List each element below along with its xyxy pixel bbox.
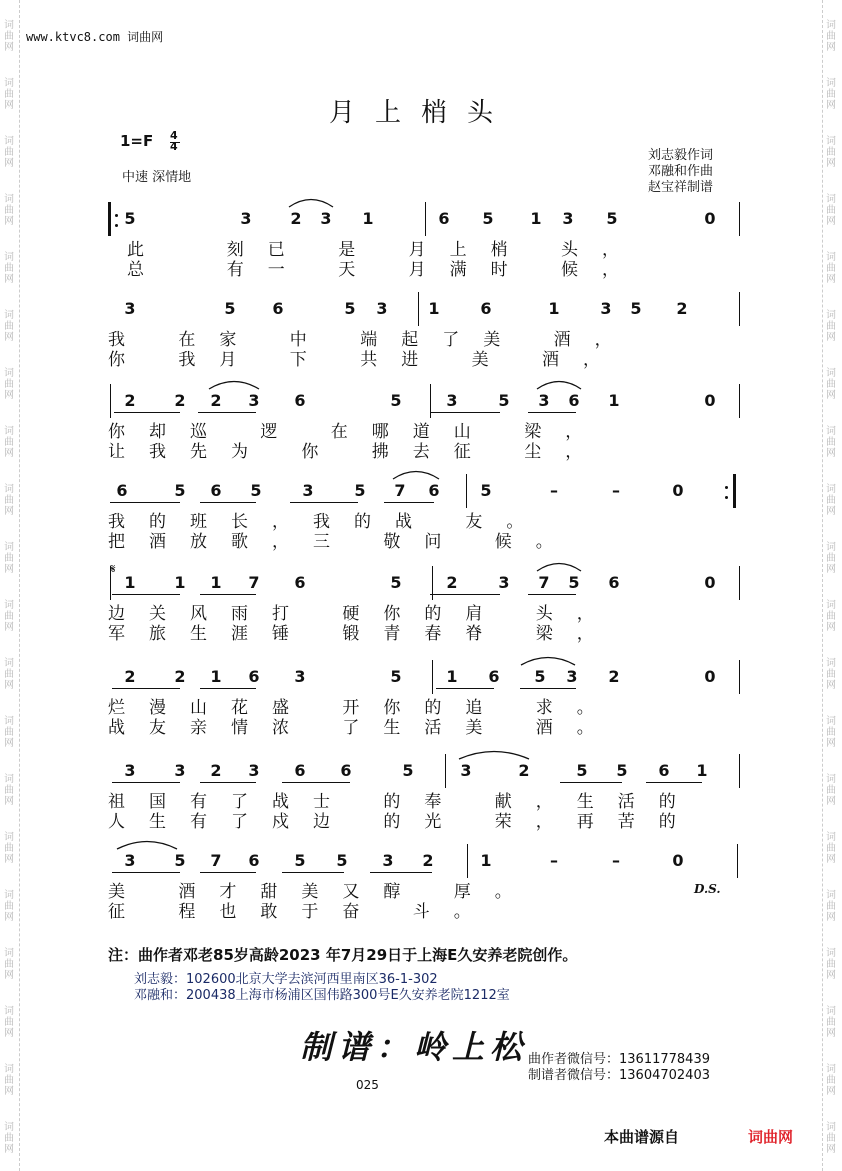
note: 6: [340, 761, 352, 780]
watermark-text: 词 曲 网: [826, 310, 836, 343]
note: 5: [174, 481, 186, 500]
lyric-verse-2: 让我先为 你 拂去征 尘，: [108, 442, 607, 462]
duration-underline: [290, 502, 358, 503]
right-watermark-strip: [822, 0, 842, 1171]
watermark-text: 词 曲 网: [826, 1064, 836, 1097]
lyric-verse-1: 美 酒才甜美又醇 厚。: [108, 882, 536, 902]
duration-underline: [112, 594, 180, 595]
arranger-wechat: 制谱者微信号：13604702403: [528, 1068, 710, 1083]
note: 5: [576, 761, 588, 780]
segno-sign: 𝄋: [110, 562, 116, 577]
note: 5: [174, 851, 186, 870]
duration-underline: [430, 594, 500, 595]
note: 3: [460, 761, 472, 780]
bar-line: [739, 384, 740, 418]
watermark-text: 词 曲 网: [4, 20, 14, 53]
note: 0: [704, 573, 716, 592]
composer-wechat: 曲作者微信号：13611778439: [528, 1052, 710, 1067]
note: 7: [248, 573, 260, 592]
lyric-verse-2: 总 有一 天 月满时 候，: [127, 260, 644, 280]
duration-underline: [282, 782, 350, 783]
note: 3: [174, 761, 186, 780]
bar-line: [425, 202, 426, 236]
note: 1: [210, 667, 222, 686]
lyricist-credit: 刘志毅作词: [648, 148, 714, 163]
note: 0: [672, 851, 684, 870]
watermark-text: 词 曲 网: [4, 542, 14, 575]
watermark-text: 词 曲 网: [826, 774, 836, 807]
duration-underline: [430, 412, 500, 413]
note: 3: [294, 667, 306, 686]
credits: [648, 148, 713, 196]
note: 5: [498, 391, 510, 410]
watermark-text: 词 曲 网: [4, 948, 14, 981]
tempo-marking: 中速 深情地: [122, 170, 192, 185]
duration-underline: [200, 688, 256, 689]
note: 3: [566, 667, 578, 686]
duration-underline: [560, 782, 622, 783]
note: 1: [530, 209, 542, 228]
watermark-text: 词 曲 网: [4, 1122, 14, 1155]
duration-underline: [198, 412, 256, 413]
watermark-text: 词 曲 网: [4, 658, 14, 691]
lyric-verse-2: 把酒放歌，三 敬问 候。: [108, 532, 577, 552]
source-brand-link[interactable]: 词曲网: [748, 1128, 794, 1146]
watermark-text: 词 曲 网: [4, 774, 14, 807]
watermark-text: 词 曲 网: [826, 716, 836, 749]
bar-line: [739, 754, 740, 788]
watermark-text: 词 曲 网: [826, 1006, 836, 1039]
lyric-verse-1: 我的班长，我的战 友。: [108, 512, 548, 532]
repeat-bar: [108, 202, 111, 236]
note: 0: [704, 209, 716, 228]
note: 2: [124, 667, 136, 686]
note: 6: [488, 667, 500, 686]
wechat-ids: [528, 1052, 710, 1084]
note: 5: [606, 209, 618, 228]
note: 2: [174, 391, 186, 410]
addresses: [134, 972, 510, 1004]
watermark-text: 词 曲 网: [826, 368, 836, 401]
note: 7: [210, 851, 222, 870]
slur: [116, 838, 178, 850]
note: 1: [548, 299, 560, 318]
lyric-verse-1: 此 刻已 是 月上梢 头，: [127, 240, 644, 260]
duration-underline: [200, 502, 256, 503]
lyric-verse-2: 军旅生涯锤 锻青春脊 梁，: [108, 624, 618, 644]
note: 5: [250, 481, 262, 500]
duration-underline: [200, 872, 256, 873]
duration-underline: [112, 688, 180, 689]
watermark-text: 词 曲 网: [4, 1064, 14, 1097]
watermark-text: 词 曲 网: [4, 368, 14, 401]
lyric-verse-1: 我 在家 中 端起了美 酒，: [108, 330, 636, 350]
note: 7: [394, 481, 406, 500]
note: –: [550, 851, 558, 870]
note: 6: [658, 761, 670, 780]
bar-line: [466, 474, 467, 508]
slur: [536, 378, 582, 390]
note: 5: [480, 481, 492, 500]
watermark-text: 词 曲 网: [4, 310, 14, 343]
note: 3: [248, 391, 260, 410]
watermark-text: 词 曲 网: [826, 600, 836, 633]
composer-address: 邓融和：200438上海市杨浦区国伟路300号E久安养老院1212室: [134, 988, 510, 1003]
repeat-dot: [725, 486, 728, 489]
slur: [520, 654, 576, 666]
bar-line: [432, 660, 433, 694]
note: 3: [376, 299, 388, 318]
note: 3: [302, 481, 314, 500]
composer-credit: 邓融和作曲: [648, 164, 714, 179]
note: 2: [210, 761, 222, 780]
note: 5: [402, 761, 414, 780]
note: 3: [600, 299, 612, 318]
watermark-text: 词 曲 网: [4, 484, 14, 517]
note: 5: [294, 851, 306, 870]
watermark-text: 词 曲 网: [4, 426, 14, 459]
duration-underline: [646, 782, 702, 783]
lyric-verse-2: 你 我月 下 共进 美 酒，: [108, 350, 625, 370]
note: 6: [210, 481, 222, 500]
duration-underline: [528, 594, 576, 595]
note: 1: [480, 851, 492, 870]
note: 5: [616, 761, 628, 780]
lyric-verse-1: 烂漫山花盛 开你的追 求。: [108, 698, 618, 718]
lyricist-address: 刘志毅：102600北京大学去滨河西里南区36-1-302: [134, 972, 438, 987]
key-signature: 1=F: [120, 132, 154, 150]
watermark-text: 词 曲 网: [826, 832, 836, 865]
arranger-credit: 赵宝祥制谱: [648, 180, 714, 195]
note: 1: [428, 299, 440, 318]
note: 1: [124, 573, 136, 592]
repeat-dot: [115, 214, 118, 217]
duration-underline: [112, 872, 180, 873]
note: 6: [248, 667, 260, 686]
duration-underline: [370, 872, 432, 873]
watermark-text: 词 曲 网: [4, 1006, 14, 1039]
note: 5: [534, 667, 546, 686]
note: 3: [124, 761, 136, 780]
note: 2: [518, 761, 530, 780]
watermark-text: 词 曲 网: [826, 658, 836, 691]
note: –: [612, 481, 620, 500]
note: 3: [240, 209, 252, 228]
note: 2: [210, 391, 222, 410]
lyric-verse-2: 征 程也敢于奋 斗。: [108, 902, 495, 922]
note: 6: [116, 481, 128, 500]
bar-line: [739, 660, 740, 694]
duration-underline: [200, 594, 256, 595]
note: 3: [320, 209, 332, 228]
watermark-text: 词 曲 网: [4, 194, 14, 227]
note: –: [550, 481, 558, 500]
lyric-verse-2: 战友亲情浓 了生活美 酒。: [108, 718, 618, 738]
note: 2: [676, 299, 688, 318]
note: 3: [498, 573, 510, 592]
duration-underline: [436, 688, 494, 689]
slur: [392, 468, 440, 480]
note: 7: [538, 573, 550, 592]
note: 1: [174, 573, 186, 592]
note: 5: [390, 573, 402, 592]
watermark-text: 词 曲 网: [826, 484, 836, 517]
repeat-dot: [115, 224, 118, 227]
note: 6: [294, 573, 306, 592]
note: 0: [704, 667, 716, 686]
footnote: 注：曲作者邓老85岁高龄2023 年7月29日于上海E久安养老院创作。: [108, 946, 578, 964]
watermark-text: 词 曲 网: [826, 78, 836, 111]
note: 1: [362, 209, 374, 228]
note: 2: [422, 851, 434, 870]
note: 6: [294, 761, 306, 780]
watermark-text: 词 曲 网: [826, 426, 836, 459]
lyric-verse-1: 祖国有了战士 的奉 献，生活的: [108, 792, 700, 812]
note: 1: [446, 667, 458, 686]
watermark-text: 词 曲 网: [4, 716, 14, 749]
watermark-text: 词 曲 网: [826, 890, 836, 923]
slur: [536, 560, 582, 572]
bar-line: [737, 844, 738, 878]
note: 2: [174, 667, 186, 686]
note: –: [612, 851, 620, 870]
bar-line: [467, 844, 468, 878]
note: 2: [290, 209, 302, 228]
duration-underline: [200, 782, 256, 783]
note: 3: [248, 761, 260, 780]
lyric-verse-1: 你却巡 逻 在哪道山 梁，: [108, 422, 607, 442]
bar-line: [739, 566, 740, 600]
bar-line: [110, 384, 111, 418]
watermark-text: 词 曲 网: [4, 78, 14, 111]
note: 6: [568, 391, 580, 410]
watermark-text: 词 曲 网: [4, 600, 14, 633]
note: 1: [210, 573, 222, 592]
song-title: 月上梢头: [328, 98, 513, 128]
lyric-verse-1: 边关风雨打 硬你的肩 头，: [108, 604, 618, 624]
lyric-verse-2: 人生有了戍边 的光 荣，再苦的: [108, 812, 700, 832]
duration-underline: [528, 412, 576, 413]
note: 6: [294, 391, 306, 410]
note: 2: [608, 667, 620, 686]
note: 6: [608, 573, 620, 592]
slur: [458, 748, 530, 760]
note: 3: [562, 209, 574, 228]
watermark-text: 词 曲 网: [4, 252, 14, 285]
watermark-text: 词 曲 网: [826, 252, 836, 285]
left-watermark-strip: [0, 0, 20, 1171]
watermark-text: 词 曲 网: [4, 890, 14, 923]
note: 6: [438, 209, 450, 228]
note: 2: [124, 391, 136, 410]
watermark-text: 词 曲 网: [826, 20, 836, 53]
bar-line: [445, 754, 446, 788]
dal-segno-marking: D.S.: [694, 882, 721, 896]
note: 6: [248, 851, 260, 870]
bar-line: [110, 566, 111, 600]
time-signature: 4 4: [170, 130, 178, 152]
watermark-text: 词 曲 网: [4, 136, 14, 169]
source-label: 本曲谱源自: [604, 1128, 680, 1146]
note: 1: [608, 391, 620, 410]
watermark-text: 词 曲 网: [826, 136, 836, 169]
note: 6: [480, 299, 492, 318]
note: 0: [672, 481, 684, 500]
slur: [208, 378, 260, 390]
note: 5: [336, 851, 348, 870]
note: 5: [390, 667, 402, 686]
duration-underline: [520, 688, 576, 689]
note: 5: [224, 299, 236, 318]
note: 3: [538, 391, 550, 410]
watermark-text: 词 曲 网: [826, 1122, 836, 1155]
note: 6: [428, 481, 440, 500]
note: 5: [630, 299, 642, 318]
duration-underline: [112, 782, 180, 783]
note: 5: [568, 573, 580, 592]
duration-underline: [110, 502, 180, 503]
watermark-text: 词 曲 网: [826, 194, 836, 227]
slur: [288, 196, 334, 208]
note: 5: [344, 299, 356, 318]
duration-underline: [384, 502, 434, 503]
maker-signature: 制谱：岭上松: [300, 1028, 529, 1066]
note: 5: [482, 209, 494, 228]
watermark-text: 词 曲 网: [4, 832, 14, 865]
note: 1: [696, 761, 708, 780]
note: 3: [446, 391, 458, 410]
note: 3: [124, 299, 136, 318]
bar-line: [739, 292, 740, 326]
repeat-bar: [733, 474, 736, 508]
header-url[interactable]: www.ktvc8.com 词曲网: [26, 30, 164, 44]
note: 3: [382, 851, 394, 870]
duration-underline: [282, 872, 344, 873]
bar-line: [739, 202, 740, 236]
note: 5: [124, 209, 136, 228]
note: 2: [446, 573, 458, 592]
note: 6: [272, 299, 284, 318]
note: 3: [124, 851, 136, 870]
page-number: 025: [356, 1078, 379, 1092]
bar-line: [418, 292, 419, 326]
note: 5: [354, 481, 366, 500]
repeat-dot: [725, 496, 728, 499]
note: 0: [704, 391, 716, 410]
watermark-text: 词 曲 网: [826, 948, 836, 981]
watermark-text: 词 曲 网: [826, 542, 836, 575]
duration-underline: [114, 412, 180, 413]
note: 5: [390, 391, 402, 410]
